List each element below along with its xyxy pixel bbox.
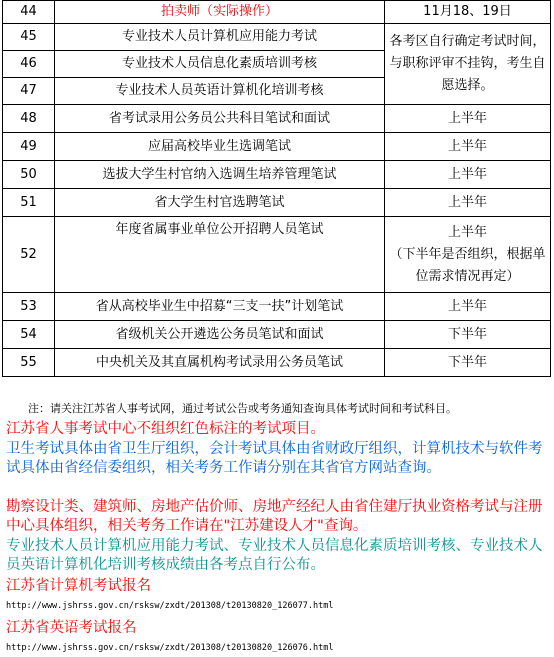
exam-name: 省考试录用公务员公共科目笔试和面试: [55, 105, 385, 133]
exam-time: 上半年: [385, 161, 551, 189]
table-row: [3, 24, 551, 51]
exam-time-note: （下半年是否组织，根据单位需求情况再定）: [389, 246, 546, 284]
table-row: [3, 217, 551, 293]
exam-time: 上半年: [385, 105, 551, 133]
row-number: 48: [3, 105, 55, 133]
exam-time: 下半年: [385, 349, 551, 377]
exam-schedule-table: [2, 0, 551, 377]
row-number: 49: [3, 133, 55, 161]
row-number: 53: [3, 293, 55, 321]
red-notice: 江苏省人事考试中心不组织红色标注的考试项目。: [6, 421, 325, 437]
table-row: [3, 133, 551, 161]
computer-exam-link-title: 江苏省计算机考试报名: [6, 578, 151, 594]
row-number: 46: [3, 51, 55, 78]
exam-name: 专业技术人员英语计算机化培训考核: [55, 78, 385, 105]
table-row: [3, 189, 551, 217]
exam-time: 上半年: [385, 293, 551, 321]
construction-notice: 勘察设计类、建筑师、房地产估价师、房地产经纪人由省住建厅执业资格考试与注册中心具体组织，相关考务工作请在"江苏建设人才"查询。: [6, 499, 543, 534]
exam-time: 上半年: [447, 224, 487, 240]
exam-name: 专业技术人员信息化素质培训考核: [55, 51, 385, 78]
table-row: [3, 105, 551, 133]
footnote: 注：请关注江苏省人事考试网，通过考试公告或考务通知查询具体考试时间和考试科目。: [28, 402, 457, 415]
exam-name: 省大学生村官选聘笔试: [55, 189, 385, 217]
exam-name: 选拔大学生村官纳入选调生培养管理笔试: [55, 161, 385, 189]
table-row: [3, 349, 551, 377]
exam-time: 11月18、19日: [385, 1, 551, 24]
exam-name: 年度省属事业单位公开招聘人员笔试: [55, 217, 385, 293]
table-row: [3, 321, 551, 349]
row-number: 54: [3, 321, 55, 349]
table-row: [3, 1, 551, 24]
exam-name: 应届高校毕业生选调笔试: [55, 133, 385, 161]
exam-name: 专业技术人员计算机应用能力考试: [55, 24, 385, 51]
row-number: 55: [3, 349, 55, 377]
exam-time: 下半年: [385, 321, 551, 349]
exam-name: 省级机关公开遴选公务员笔试和面试: [55, 321, 385, 349]
exam-name: 拍卖师（实际操作）: [55, 1, 385, 24]
row-number: 47: [3, 78, 55, 105]
row-number: 52: [3, 217, 55, 293]
row-number: 44: [3, 1, 55, 24]
exam-time: 上半年: [385, 189, 551, 217]
exam-name: 省从高校毕业生中招募“三支一扶”计划笔试: [55, 293, 385, 321]
exam-name: 中央机关及其直属机构考试录用公务员笔试: [55, 349, 385, 377]
score-notice: 专业技术人员计算机应用能力考试、专业技术人员信息化素质培训考核、专业技术人员英语计算机化培训考核成绩由各考点自行公布。: [6, 538, 543, 573]
row-number: 50: [3, 161, 55, 189]
exam-time: 上半年: [385, 133, 551, 161]
health-accounting-notice: 卫生考试具体由省卫生厅组织，会计考试具体由省财政厅组织，计算机技术与软件考试具体由省经信委组织，相关考务工作请分别在其省官方网站查询。: [6, 441, 543, 476]
row-number: 45: [3, 24, 55, 51]
exam-time-cell: [385, 217, 551, 293]
table-row: [3, 293, 551, 321]
english-exam-url[interactable]: http://www.jshrss.gov.cn/rsksw/zxdt/201308/t20130820_126076.html: [6, 643, 334, 653]
exam-time-merged: 各考区自行确定考试时间，与职称评审不挂钩，考生自愿选择。: [385, 24, 551, 105]
row-number: 51: [3, 189, 55, 217]
computer-exam-url[interactable]: http://www.jshrss.gov.cn/rsksw/zxdt/201308/t20130820_126077.html: [6, 601, 334, 611]
english-exam-link-title: 江苏省英语考试报名: [6, 620, 137, 636]
table-row: [3, 161, 551, 189]
